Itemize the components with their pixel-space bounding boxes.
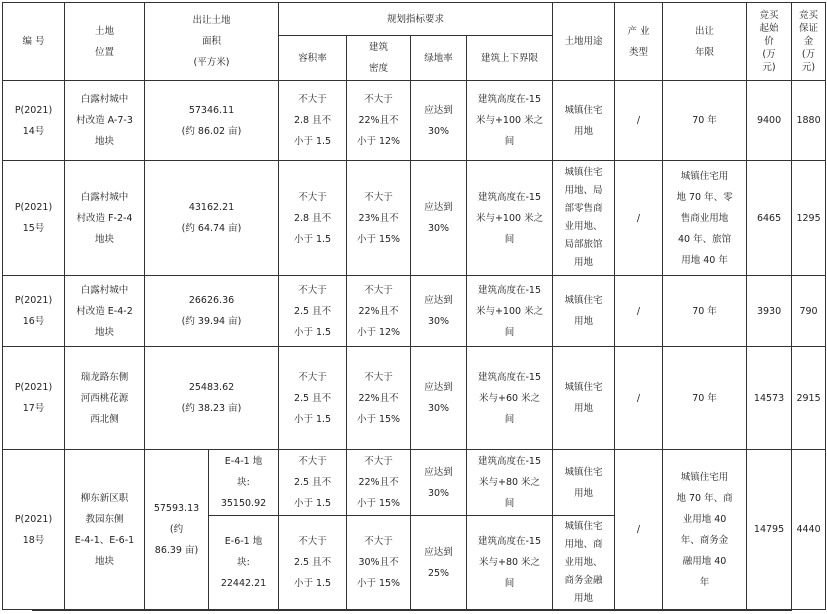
table-row [3,450,826,516]
header-density: 建筑 密度 [347,36,411,81]
cell-industry-type: / [615,161,663,276]
cell-deposit: 2915 [792,347,826,450]
cell-far: 不大于 2.8 且不 小于 1.5 [279,161,347,276]
cell-density: 不大于 22%且不 小于 12% [347,276,411,347]
cell-industry-type: / [615,81,663,161]
cell-land-use: 城镇住宅 用地 [553,347,615,450]
cell-location: 白露村城中 村改造 F-2-4 地块 [65,161,145,276]
cell-number: P(2021) 17号 [3,347,65,450]
cell-start-price: 14795 [747,450,792,610]
cell-area: 25483.62 (约 38.23 亩) [145,347,279,450]
table-row [3,276,826,347]
cell-far: 不大于 2.5 且不 小于 1.5 [279,347,347,450]
cell-term: 70 年 [663,276,747,347]
cell-parcel-area: E-6-1 地 块: 22442.21 [209,516,279,610]
cell-number: P(2021) 16号 [3,276,65,347]
cell-number: P(2021) 18号 [3,450,65,610]
cell-density: 不大于 22%且不 小于 15% [347,450,411,516]
header-green-rate: 绿地率 [411,36,467,81]
header-industry-type: 产 业 类型 [615,3,663,81]
cell-area: 26626.36 (约 39.94 亩) [145,276,279,347]
land-auction-table [2,2,826,610]
cell-deposit: 1880 [792,81,826,161]
cell-number: P(2021) 15号 [3,161,65,276]
table-row [3,347,826,450]
cell-deposit: 4440 [792,450,826,610]
cell-density: 不大于 23%且不 小于 15% [347,161,411,276]
cell-green-rate: 应达到 25% [411,516,467,610]
cell-number: P(2021) 14号 [3,81,65,161]
header-far: 容积率 [279,36,347,81]
cell-location: 瑞龙路东侧 河西桃花源 西北侧 [65,347,145,450]
header-planning-requirements: 规划指标要求 [279,3,553,36]
cell-parcel-area: E-4-1 地 块: 35150.92 [209,450,279,516]
cell-height-limit: 建筑高度在-15 米与+100 米之 间 [467,276,553,347]
cell-land-use: 城镇住宅 用地 [553,450,615,516]
header-area: 出让土地 面积 (平方米) [145,3,279,81]
cell-industry-type: / [615,450,663,610]
cell-land-use: 城镇住宅 用地、局 部零售商 业用地、 局部旅馆 用地 [553,161,615,276]
cell-far: 不大于 2.5 且不 小于 1.5 [279,450,347,516]
bottom-divider [32,610,792,611]
cell-height-limit: 建筑高度在-15 米与+80 米之 间 [467,450,553,516]
header-number: 编 号 [3,3,65,81]
cell-area: 57346.11 (约 86.02 亩) [145,81,279,161]
cell-term: 70 年 [663,347,747,450]
cell-land-use: 城镇住宅 用地 [553,276,615,347]
cell-deposit: 790 [792,276,826,347]
cell-industry-type: / [615,347,663,450]
cell-green-rate: 应达到 30% [411,81,467,161]
cell-start-price: 9400 [747,81,792,161]
cell-far: 不大于 2.8 且不 小于 1.5 [279,81,347,161]
cell-term: 城镇住宅用 地 70 年、零 售商业用地 40 年、旅馆 用地 40 年 [663,161,747,276]
cell-density: 不大于 22%且不 小于 12% [347,81,411,161]
cell-green-rate: 应达到 30% [411,347,467,450]
cell-density: 不大于 30%且不 小于 15% [347,516,411,610]
cell-green-rate: 应达到 30% [411,450,467,516]
cell-height-limit: 建筑高度在-15 米与+100 米之 间 [467,161,553,276]
cell-location: 白露村城中 村改造 A-7-3 地块 [65,81,145,161]
cell-term: 70 年 [663,81,747,161]
cell-green-rate: 应达到 30% [411,276,467,347]
cell-start-price: 3930 [747,276,792,347]
cell-area: 43162.21 (约 64.74 亩) [145,161,279,276]
header-deposit: 竞买 保证 金 (万 元) [792,3,826,81]
cell-industry-type: / [615,276,663,347]
cell-term: 城镇住宅用 地 70 年、商 业用地 40 年、商务金 融用地 40 年 [663,450,747,610]
header-land-use: 土地用途 [553,3,615,81]
cell-far: 不大于 2.5 且不 小于 1.5 [279,276,347,347]
cell-location: 柳东新区职 教园东侧 E-4-1、E-6-1 地块 [65,450,145,610]
cell-location: 白露村城中 村改造 E-4-2 地块 [65,276,145,347]
header-height-limit: 建筑上下界限 [467,36,553,81]
cell-far: 不大于 2.5 且不 小于 1.5 [279,516,347,610]
cell-start-price: 14573 [747,347,792,450]
cell-height-limit: 建筑高度在-15 米与+60 米之 间 [467,347,553,450]
cell-green-rate: 应达到 30% [411,161,467,276]
header-location: 土地 位置 [65,3,145,81]
cell-start-price: 6465 [747,161,792,276]
cell-land-use: 城镇住宅 用地 [553,81,615,161]
cell-height-limit: 建筑高度在-15 米与+100 米之 间 [467,81,553,161]
cell-land-use: 城镇住宅 用地、商 业用地、 商务金融 用地 [553,516,615,610]
cell-height-limit: 建筑高度在-15 米与+80 米之 间 [467,516,553,610]
table-row [3,161,826,276]
header-start-price: 竞买 起始 价 (万 元) [747,3,792,81]
table-row [3,81,826,161]
cell-area-total: 57593.13 (约 86.39 亩) [145,450,209,610]
cell-deposit: 1295 [792,161,826,276]
header-term: 出让 年限 [663,3,747,81]
cell-density: 不大于 22%且不 小于 15% [347,347,411,450]
